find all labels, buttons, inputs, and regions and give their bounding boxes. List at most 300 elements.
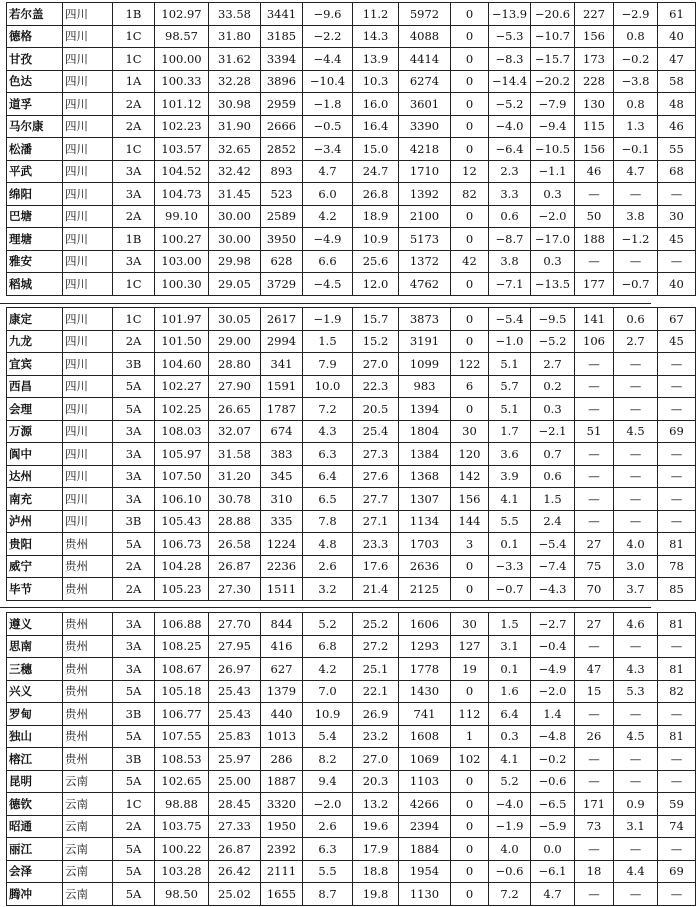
temp-value-cell: −2.0 <box>531 205 575 228</box>
station-name-cell: 独山 <box>7 725 63 748</box>
province-cell: 贵州 <box>63 658 113 681</box>
days-count-cell: — <box>575 183 614 206</box>
temp-value-cell: 4.2 <box>303 205 353 228</box>
station-name-cell: 平武 <box>7 160 63 183</box>
table-row <box>7 770 696 793</box>
percent-value-cell: 46 <box>658 115 696 138</box>
degree-days-cell: 0 <box>451 838 489 861</box>
altitude-cell: 2236 <box>261 555 303 578</box>
percent-value-cell: 30 <box>658 205 696 228</box>
temp-value-cell: −4.0 <box>489 115 531 138</box>
temp-value-cell: — <box>614 635 658 658</box>
station-name-cell: 康定 <box>7 308 63 331</box>
province-cell: 云南 <box>63 793 113 816</box>
days-count-cell: — <box>575 465 614 488</box>
table-row <box>7 205 696 228</box>
climate-zone-cell: 5A <box>113 838 155 861</box>
percent-value-cell: 82 <box>658 680 696 703</box>
days-count-cell: 27 <box>575 533 614 556</box>
province-cell: 云南 <box>63 770 113 793</box>
altitude-cell: 844 <box>261 613 303 636</box>
temp-value-cell: 25.4 <box>353 420 399 443</box>
temp-value-cell: 15.7 <box>353 308 399 331</box>
station-name-cell: 会理 <box>7 398 63 421</box>
percent-value-cell: 48 <box>658 93 696 116</box>
longitude-cell: 107.55 <box>155 725 209 748</box>
climate-zone-cell: 1B <box>113 3 155 26</box>
longitude-cell: 108.25 <box>155 635 209 658</box>
temp-value-cell: 0.3 <box>531 250 575 273</box>
table-row <box>7 375 696 398</box>
station-name-cell: 威宁 <box>7 555 63 578</box>
temp-value-cell: — <box>614 250 658 273</box>
temp-value-cell: 1.5 <box>531 488 575 511</box>
station-name-cell: 南充 <box>7 488 63 511</box>
longitude-cell: 104.28 <box>155 555 209 578</box>
altitude-cell: 674 <box>261 420 303 443</box>
temp-value-cell: 0.9 <box>614 793 658 816</box>
table-row <box>7 273 696 296</box>
table-row <box>7 635 696 658</box>
days-count-cell: 171 <box>575 793 614 816</box>
temp-value-cell: −10.5 <box>531 138 575 161</box>
days-count-cell: — <box>575 375 614 398</box>
temp-value-cell: 4.3 <box>303 420 353 443</box>
degree-days-cell: 0 <box>451 205 489 228</box>
temp-value-cell: 15.2 <box>353 330 399 353</box>
longitude-cell: 98.88 <box>155 793 209 816</box>
percent-value-cell: 47 <box>658 48 696 71</box>
table-row <box>7 3 696 26</box>
temp-value-cell: 0.2 <box>531 375 575 398</box>
province-cell: 云南 <box>63 883 113 906</box>
temp-value-cell: 5.3 <box>614 680 658 703</box>
climate-zone-cell: 3B <box>113 353 155 376</box>
temp-value-cell: 10.9 <box>303 703 353 726</box>
latitude-cell: 26.87 <box>209 555 261 578</box>
degree-days-cell: 1384 <box>399 443 451 466</box>
degree-days-cell: 2394 <box>399 815 451 838</box>
degree-days-cell: 2100 <box>399 205 451 228</box>
temp-value-cell: — <box>614 770 658 793</box>
longitude-cell: 104.60 <box>155 353 209 376</box>
longitude-cell: 106.88 <box>155 613 209 636</box>
province-cell: 四川 <box>63 183 113 206</box>
station-name-cell: 稻城 <box>7 273 63 296</box>
station-name-cell: 雅安 <box>7 250 63 273</box>
temp-value-cell: — <box>614 375 658 398</box>
province-cell: 云南 <box>63 815 113 838</box>
percent-value-cell: 67 <box>658 308 696 331</box>
degree-days-cell: 1134 <box>399 510 451 533</box>
degree-days-cell: 983 <box>399 375 451 398</box>
percent-value-cell: 81 <box>658 658 696 681</box>
degree-days-cell: 42 <box>451 250 489 273</box>
altitude-cell: 345 <box>261 465 303 488</box>
station-name-cell: 遵义 <box>7 613 63 636</box>
temp-value-cell: 3.1 <box>614 815 658 838</box>
temp-value-cell: 25.6 <box>353 250 399 273</box>
temp-value-cell: — <box>614 488 658 511</box>
temp-value-cell: −1.0 <box>489 330 531 353</box>
temp-value-cell: 5.2 <box>489 770 531 793</box>
degree-days-cell: 120 <box>451 443 489 466</box>
temp-value-cell: — <box>614 398 658 421</box>
climate-zone-cell: 5A <box>113 883 155 906</box>
longitude-cell: 98.50 <box>155 883 209 906</box>
longitude-cell: 100.30 <box>155 273 209 296</box>
climate-table-block-2 <box>6 307 696 601</box>
temp-value-cell: 12.0 <box>353 273 399 296</box>
table-row <box>7 815 696 838</box>
altitude-cell: 893 <box>261 160 303 183</box>
degree-days-cell: 4762 <box>399 273 451 296</box>
station-name-cell: 昭通 <box>7 815 63 838</box>
temp-value-cell: 4.8 <box>303 533 353 556</box>
province-cell: 四川 <box>63 510 113 533</box>
longitude-cell: 104.52 <box>155 160 209 183</box>
degree-days-cell: 1430 <box>399 680 451 703</box>
temp-value-cell: 27.3 <box>353 443 399 466</box>
temp-value-cell: 0.6 <box>614 308 658 331</box>
table-row <box>7 488 696 511</box>
temp-value-cell: 2.7 <box>614 330 658 353</box>
days-count-cell: 47 <box>575 658 614 681</box>
climate-zone-cell: 5A <box>113 770 155 793</box>
temp-value-cell: 6.5 <box>303 488 353 511</box>
latitude-cell: 26.97 <box>209 658 261 681</box>
province-cell: 贵州 <box>63 680 113 703</box>
percent-value-cell: — <box>658 183 696 206</box>
temp-value-cell: 0.0 <box>531 838 575 861</box>
longitude-cell: 101.97 <box>155 308 209 331</box>
longitude-cell: 98.57 <box>155 25 209 48</box>
degree-days-cell: 1884 <box>399 838 451 861</box>
temp-value-cell: −1.1 <box>531 160 575 183</box>
station-name-cell: 巴塘 <box>7 205 63 228</box>
temp-value-cell: −4.5 <box>303 273 353 296</box>
temp-value-cell: 23.2 <box>353 725 399 748</box>
degree-days-cell: 0 <box>451 48 489 71</box>
altitude-cell: 335 <box>261 510 303 533</box>
days-count-cell: — <box>575 488 614 511</box>
temp-value-cell: −2.2 <box>303 25 353 48</box>
temp-value-cell: 8.7 <box>303 883 353 906</box>
degree-days-cell: 142 <box>451 465 489 488</box>
climate-zone-cell: 3A <box>113 613 155 636</box>
days-count-cell: 46 <box>575 160 614 183</box>
days-count-cell: — <box>575 443 614 466</box>
latitude-cell: 30.00 <box>209 228 261 251</box>
days-count-cell: 106 <box>575 330 614 353</box>
temp-value-cell: −10.4 <box>303 70 353 93</box>
temp-value-cell: 0.3 <box>531 398 575 421</box>
temp-value-cell: 20.5 <box>353 398 399 421</box>
climate-zone-cell: 3A <box>113 420 155 443</box>
degree-days-cell: 0 <box>451 793 489 816</box>
climate-zone-cell: 2A <box>113 205 155 228</box>
temp-value-cell: −9.4 <box>531 115 575 138</box>
percent-value-cell: 81 <box>658 533 696 556</box>
table-row <box>7 613 696 636</box>
temp-value-cell: −7.4 <box>531 555 575 578</box>
temp-value-cell: −17.0 <box>531 228 575 251</box>
temp-value-cell: −4.8 <box>531 725 575 748</box>
province-cell: 贵州 <box>63 725 113 748</box>
longitude-cell: 102.27 <box>155 375 209 398</box>
temp-value-cell: 2.6 <box>303 815 353 838</box>
province-cell: 四川 <box>63 25 113 48</box>
temp-value-cell: −2.0 <box>303 793 353 816</box>
percent-value-cell: 40 <box>658 273 696 296</box>
climate-zone-cell: 3A <box>113 443 155 466</box>
degree-days-cell: 4088 <box>399 25 451 48</box>
degree-days-cell: 3601 <box>399 93 451 116</box>
temp-value-cell: 0.1 <box>489 533 531 556</box>
province-cell: 贵州 <box>63 613 113 636</box>
temp-value-cell: 25.1 <box>353 658 399 681</box>
temp-value-cell: −3.3 <box>489 555 531 578</box>
station-name-cell: 阆中 <box>7 443 63 466</box>
station-name-cell: 德格 <box>7 25 63 48</box>
days-count-cell: 228 <box>575 70 614 93</box>
percent-value-cell: 59 <box>658 793 696 816</box>
longitude-cell: 100.27 <box>155 228 209 251</box>
temp-value-cell: −6.4 <box>489 138 531 161</box>
province-cell: 贵州 <box>63 533 113 556</box>
table-row <box>7 510 696 533</box>
temp-value-cell: −0.5 <box>303 115 353 138</box>
province-cell: 四川 <box>63 93 113 116</box>
temp-value-cell: −4.9 <box>303 228 353 251</box>
degree-days-cell: 1394 <box>399 398 451 421</box>
climate-zone-cell: 3B <box>113 748 155 771</box>
percent-value-cell: 58 <box>658 70 696 93</box>
temp-value-cell: 6.8 <box>303 635 353 658</box>
climate-data-table <box>6 2 696 296</box>
province-cell: 四川 <box>63 48 113 71</box>
province-cell: 四川 <box>63 70 113 93</box>
temp-value-cell: 0.8 <box>614 93 658 116</box>
degree-days-cell: 0 <box>451 860 489 883</box>
temp-value-cell: −14.4 <box>489 70 531 93</box>
temp-value-cell: −0.7 <box>614 273 658 296</box>
table-row <box>7 420 696 443</box>
climate-data-table <box>6 612 696 906</box>
days-count-cell: — <box>575 635 614 658</box>
temp-value-cell: 3.7 <box>614 578 658 601</box>
latitude-cell: 25.02 <box>209 883 261 906</box>
climate-zone-cell: 5A <box>113 533 155 556</box>
temp-value-cell: 4.7 <box>531 883 575 906</box>
degree-days-cell: 0 <box>451 25 489 48</box>
days-count-cell: 173 <box>575 48 614 71</box>
temp-value-cell: 20.3 <box>353 770 399 793</box>
altitude-cell: 2994 <box>261 330 303 353</box>
altitude-cell: 2392 <box>261 838 303 861</box>
temp-value-cell: 2.7 <box>531 353 575 376</box>
longitude-cell: 105.23 <box>155 578 209 601</box>
temp-value-cell: −3.8 <box>614 70 658 93</box>
temp-value-cell: — <box>614 748 658 771</box>
days-count-cell: 27 <box>575 613 614 636</box>
temp-value-cell: 7.0 <box>303 680 353 703</box>
climate-zone-cell: 1C <box>113 48 155 71</box>
longitude-cell: 103.75 <box>155 815 209 838</box>
temp-value-cell: 9.4 <box>303 770 353 793</box>
temp-value-cell: 25.2 <box>353 613 399 636</box>
temp-value-cell: −6.5 <box>531 793 575 816</box>
longitude-cell: 101.12 <box>155 93 209 116</box>
altitude-cell: 286 <box>261 748 303 771</box>
temp-value-cell: 27.1 <box>353 510 399 533</box>
days-count-cell: 115 <box>575 115 614 138</box>
degree-days-cell: 0 <box>451 115 489 138</box>
table-row <box>7 465 696 488</box>
longitude-cell: 105.18 <box>155 680 209 703</box>
station-name-cell: 松潘 <box>7 138 63 161</box>
temp-value-cell: — <box>614 183 658 206</box>
temp-value-cell: 11.2 <box>353 3 399 26</box>
climate-zone-cell: 1C <box>113 25 155 48</box>
station-name-cell: 德钦 <box>7 793 63 816</box>
temp-value-cell: 4.7 <box>614 160 658 183</box>
station-name-cell: 宜宾 <box>7 353 63 376</box>
latitude-cell: 31.90 <box>209 115 261 138</box>
percent-value-cell: 85 <box>658 578 696 601</box>
temp-value-cell: 26.8 <box>353 183 399 206</box>
percent-value-cell: — <box>658 838 696 861</box>
temp-value-cell: −2.7 <box>531 613 575 636</box>
percent-value-cell: 74 <box>658 815 696 838</box>
temp-value-cell: 1.5 <box>489 613 531 636</box>
percent-value-cell: 69 <box>658 420 696 443</box>
longitude-cell: 108.53 <box>155 748 209 771</box>
degree-days-cell: 4218 <box>399 138 451 161</box>
latitude-cell: 31.80 <box>209 25 261 48</box>
days-count-cell: — <box>575 838 614 861</box>
latitude-cell: 26.87 <box>209 838 261 861</box>
latitude-cell: 32.42 <box>209 160 261 183</box>
altitude-cell: 341 <box>261 353 303 376</box>
temp-value-cell: 5.7 <box>489 375 531 398</box>
table-row <box>7 725 696 748</box>
table-row <box>7 748 696 771</box>
longitude-cell: 104.73 <box>155 183 209 206</box>
temp-value-cell: — <box>614 465 658 488</box>
longitude-cell: 103.28 <box>155 860 209 883</box>
latitude-cell: 25.43 <box>209 703 261 726</box>
table-row <box>7 183 696 206</box>
temp-value-cell: −2.1 <box>531 420 575 443</box>
days-count-cell: — <box>575 748 614 771</box>
temp-value-cell: 17.6 <box>353 555 399 578</box>
province-cell: 四川 <box>63 160 113 183</box>
temp-value-cell: 22.1 <box>353 680 399 703</box>
latitude-cell: 25.97 <box>209 748 261 771</box>
table-row <box>7 555 696 578</box>
temp-value-cell: 1.3 <box>614 115 658 138</box>
station-name-cell: 榕江 <box>7 748 63 771</box>
temp-value-cell: 18.9 <box>353 205 399 228</box>
table-row <box>7 250 696 273</box>
degree-days-cell: 1 <box>451 725 489 748</box>
temp-value-cell: 6.4 <box>489 703 531 726</box>
climate-zone-cell: 5A <box>113 398 155 421</box>
temp-value-cell: 16.0 <box>353 93 399 116</box>
latitude-cell: 29.98 <box>209 250 261 273</box>
latitude-cell: 30.98 <box>209 93 261 116</box>
temp-value-cell: 27.6 <box>353 465 399 488</box>
temp-value-cell: 3.0 <box>614 555 658 578</box>
altitude-cell: 1655 <box>261 883 303 906</box>
altitude-cell: 3729 <box>261 273 303 296</box>
temp-value-cell: 24.7 <box>353 160 399 183</box>
degree-days-cell: 30 <box>451 420 489 443</box>
temp-value-cell: — <box>614 838 658 861</box>
degree-days-cell: 1703 <box>399 533 451 556</box>
climate-zone-cell: 3A <box>113 658 155 681</box>
degree-days-cell: 0 <box>451 93 489 116</box>
temp-value-cell: −4.3 <box>531 578 575 601</box>
degree-days-cell: 1130 <box>399 883 451 906</box>
latitude-cell: 29.00 <box>209 330 261 353</box>
temp-value-cell: −5.9 <box>531 815 575 838</box>
degree-days-cell: 0 <box>451 578 489 601</box>
temp-value-cell: 0.7 <box>531 443 575 466</box>
latitude-cell: 31.62 <box>209 48 261 71</box>
longitude-cell: 103.00 <box>155 250 209 273</box>
temp-value-cell: 4.4 <box>614 860 658 883</box>
table-row <box>7 93 696 116</box>
altitude-cell: 1013 <box>261 725 303 748</box>
temp-value-cell: 13.2 <box>353 793 399 816</box>
temp-value-cell: 27.7 <box>353 488 399 511</box>
temp-value-cell: 4.0 <box>489 838 531 861</box>
degree-days-cell: 1710 <box>399 160 451 183</box>
temp-value-cell: 21.4 <box>353 578 399 601</box>
days-count-cell: — <box>575 250 614 273</box>
table-row <box>7 160 696 183</box>
temp-value-cell: 7.2 <box>303 398 353 421</box>
degree-days-cell: 112 <box>451 703 489 726</box>
percent-value-cell: 81 <box>658 725 696 748</box>
temp-value-cell: 3.8 <box>489 250 531 273</box>
temp-value-cell: −6.1 <box>531 860 575 883</box>
climate-zone-cell: 3A <box>113 635 155 658</box>
table-row <box>7 398 696 421</box>
temp-value-cell: 10.3 <box>353 70 399 93</box>
temp-value-cell: −13.9 <box>489 3 531 26</box>
altitude-cell: 2852 <box>261 138 303 161</box>
temp-value-cell: 1.6 <box>489 680 531 703</box>
climate-zone-cell: 3A <box>113 160 155 183</box>
days-count-cell: 75 <box>575 555 614 578</box>
table-row <box>7 25 696 48</box>
temp-value-cell: −2.9 <box>614 3 658 26</box>
degree-days-cell: 0 <box>451 398 489 421</box>
climate-zone-cell: 5A <box>113 680 155 703</box>
degree-days-cell: 0 <box>451 330 489 353</box>
province-cell: 贵州 <box>63 703 113 726</box>
temp-value-cell: 5.2 <box>303 613 353 636</box>
station-name-cell: 绵阳 <box>7 183 63 206</box>
degree-days-cell: 1606 <box>399 613 451 636</box>
station-name-cell: 会泽 <box>7 860 63 883</box>
temp-value-cell: 4.2 <box>303 658 353 681</box>
station-name-cell: 若尔盖 <box>7 3 63 26</box>
longitude-cell: 108.67 <box>155 658 209 681</box>
